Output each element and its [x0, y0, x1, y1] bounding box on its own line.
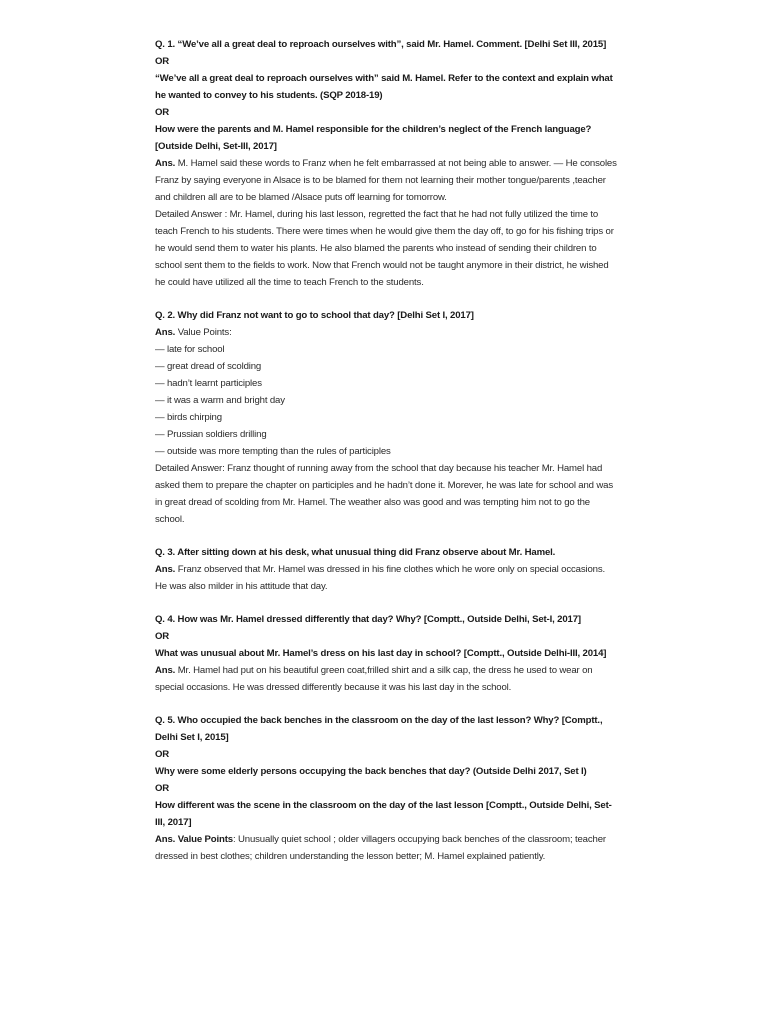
value-point: — outside was more tempting than the rules of participles: [155, 446, 391, 457]
answer-label: Ans. Value Points: [155, 834, 233, 845]
answer-text: M. Hamel said these words to Franz when he felt embarrassed at not being able to answer. — He consoles Franz by saying everyone in Alsace is to be blamed for them not learning their mother tongue/parents ,teacher and children all are to be blamed /Alsace puts off learning for tomorrow.: [155, 158, 617, 203]
answer-text: Franz observed that Mr. Hamel was dressed in his fine clothes which he wore only on special occasions. He was also milder in his attitude that day.: [155, 564, 606, 592]
question-1: [155, 36, 617, 291]
answer-label: Ans.: [155, 327, 176, 338]
question-3: [155, 544, 617, 595]
value-point: — late for school: [155, 344, 225, 355]
answer-5: [155, 831, 617, 865]
value-point: — hadn’t learnt participles: [155, 378, 262, 389]
value-point: — Prussian soldiers drilling: [155, 429, 267, 440]
answer-2: [155, 324, 617, 341]
document-page: [155, 36, 617, 881]
question-1-alt-prompt-1: “We’ve all a great deal to reproach ourselves with” said M. Hamel. Refer to the context and explain what he wanted to convey to his students. (SQP 2018-19): [155, 73, 613, 101]
answer-text: Mr. Hamel had put on his beautiful green coat,frilled shirt and a silk cap, the dress he used to wear on special occasions. He was dressed differently because it was his last day in the school.: [155, 665, 593, 693]
question-5-alt-prompt-2: How different was the scene in the classroom on the day of the last lesson [Comptt., Outside Delhi, Set-III, 2017]: [155, 800, 612, 828]
question-2-prompt: Q. 2. Why did Franz not want to go to school that day? [Delhi Set I, 2017]: [155, 310, 474, 321]
question-4-alt-prompt: What was unusual about Mr. Hamel’s dress on his last day in school? [Comptt., Outside Delhi-III, 2014]: [155, 648, 607, 659]
answer-4: [155, 662, 617, 696]
answer-1: [155, 155, 617, 206]
question-5-alt-prompt-1: Why were some elderly persons occupying the back benches that day? (Outside Delhi 2017, Set I): [155, 766, 587, 777]
detailed-answer-2: Detailed Answer: Franz thought of running away from the school that day because his teacher Mr. Hamel had asked them to prepare the chapter on participles and he hadn’t done it. Morever, he was late for school and was in great dread of scolding from Mr. Hamel. The weather also was good and was tempting him not to go the school.: [155, 463, 613, 525]
question-5-prompt: Q. 5. Who occupied the back benches in the classroom on the day of the last lesson? Why? [Comptt., Delhi Set I, 2015]: [155, 715, 603, 743]
value-point: — great dread of scolding: [155, 361, 262, 372]
or-separator: OR: [155, 107, 170, 118]
question-4: [155, 611, 617, 696]
or-separator: OR: [155, 631, 170, 642]
answer-text: : Unusually quiet school ; older villagers occupying back benches of the classroom; teacher dressed in best clothes; children understanding the lesson better; M. Hamel explained patiently.: [155, 834, 606, 862]
answer-text: Value Points:: [177, 327, 232, 338]
value-point: — birds chirping: [155, 412, 222, 423]
answer-label: Ans.: [155, 158, 176, 169]
or-separator: OR: [155, 56, 170, 67]
detailed-answer-1: Detailed Answer : Mr. Hamel, during his last lesson, regretted the fact that he had not fully utilized the time to teach French to his students. There were times when he would give them the day off, to go for his fishing trips or he would send them to water his plants. He also blamed the parents who instead of sending their children to school sent them to the fields to work. Now that French would not be taught anymore in their district, he wished he could have utilized all the time to teach French to the students.: [155, 209, 614, 288]
or-separator: OR: [155, 783, 170, 794]
answer-label: Ans.: [155, 665, 176, 676]
value-point: — it was a warm and bright day: [155, 395, 285, 406]
question-1-alt-prompt-2: How were the parents and M. Hamel responsible for the children’s neglect of the French language? [Outside Delhi, Set-III, 2017]: [155, 124, 592, 152]
question-1-prompt: Q. 1. “We’ve all a great deal to reproach ourselves with”, said Mr. Hamel. Comment. [Delhi Set III, 2015]: [155, 39, 607, 50]
question-5: [155, 712, 617, 865]
answer-label: Ans.: [155, 564, 176, 575]
answer-3: [155, 561, 617, 595]
question-2: [155, 307, 617, 528]
or-separator: OR: [155, 749, 170, 760]
question-4-prompt: Q. 4. How was Mr. Hamel dressed differently that day? Why? [Comptt., Outside Delhi, Set-I, 2017]: [155, 614, 581, 625]
question-3-prompt: Q. 3. After sitting down at his desk, what unusual thing did Franz observe about Mr. Hamel.: [155, 547, 556, 558]
